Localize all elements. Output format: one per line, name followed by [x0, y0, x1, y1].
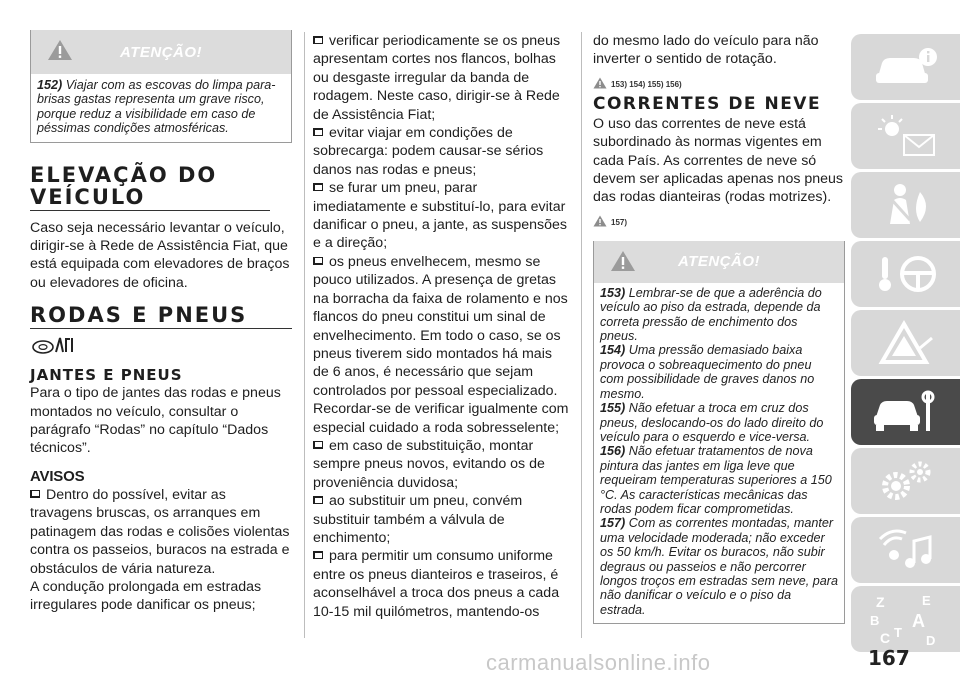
column-1	[30, 30, 292, 615]
watermark: carmanualsonline.info	[486, 650, 711, 675]
emergency-triangle-icon	[870, 318, 942, 368]
bullet-square-icon	[313, 551, 326, 560]
bullet-valvula	[313, 492, 571, 547]
chapter-sidebar	[851, 34, 960, 655]
bullet-square-icon	[313, 496, 326, 505]
warning-refs-1	[593, 69, 845, 89]
warning-title: ATENÇÃO!	[119, 43, 203, 61]
bullet-text: os pneus envelhecem, mesmo se pouco utilizados. A presença de gretas na borracha da faixa de rolamento e nos flancos do pneu constitui um sinal de envelhecimento. Em todo o caso, se os pneus tiverem sido montados há mais de 6 anos, é necessário que sejam controlados por pessoal especializado.	[313, 253, 568, 399]
page-number: 167	[868, 646, 910, 670]
item-number: 155)	[600, 401, 626, 416]
refs-text: 157)	[611, 217, 628, 227]
letter-c: C	[879, 630, 890, 646]
bullet-consumo	[313, 547, 571, 621]
item-number: 153)	[600, 285, 626, 300]
warning-number: 152)	[37, 78, 63, 92]
avisos-bullet-1	[30, 486, 292, 578]
heading-avisos: AVISOS	[30, 467, 85, 485]
warning-triangle-icon	[610, 249, 636, 273]
warning-box-152	[30, 30, 292, 143]
bullet-square-icon	[30, 490, 43, 499]
letter-z: Z	[875, 594, 885, 610]
warning-title: ATENÇÃO!	[677, 253, 761, 271]
tab-lights-messages[interactable]	[851, 103, 960, 169]
warning-box-153-157	[593, 241, 845, 624]
letter-d: D	[925, 633, 935, 647]
bullet-text: para permitir um consumo uniforme entre os pneus dianteiros e traseiros, é aconselhável a troca dos pneus a cada 10-15 mil quilómetros, mantendo-os	[313, 548, 560, 620]
warning-lights-icon	[870, 111, 942, 161]
column-3	[593, 32, 845, 624]
tab-technical-data[interactable]	[851, 448, 960, 514]
warning-refs-2	[593, 207, 845, 227]
letter-b: B	[869, 613, 879, 628]
bullet-text: Dentro do possível, evitar as travagens bruscas, os arranques em patinagem das rodas e colisões violentas contra os passeios, buracos na estrada e obstáculos de vária natureza.	[30, 486, 290, 577]
warning-list	[594, 283, 844, 623]
warning-item-157	[600, 516, 838, 617]
warning-body: Viajar com as escovas do limpa para-brisas gastas representa um grave risco, porque reduz a visibilidade em caso de péssimas condições atmosféricas.	[37, 78, 276, 136]
tire-icon	[30, 335, 78, 355]
item-number: 154)	[600, 343, 626, 358]
alphabet-index-icon	[866, 591, 946, 647]
letter-a: A	[911, 611, 925, 631]
bullet-square-icon	[313, 257, 326, 266]
small-warning-icon	[593, 77, 607, 89]
column-divider-1	[304, 32, 305, 638]
bullet-text: evitar viajar em condições de sobrecarga: podem causar-se sérios danos nas rodas e pneus;	[313, 125, 544, 178]
bullet-square-icon	[313, 183, 326, 192]
bullet-substituicao	[313, 437, 571, 492]
steering-wheel-icon	[870, 249, 942, 299]
car-maintenance-icon	[870, 387, 942, 437]
bullet-square-icon	[313, 36, 326, 45]
car-info-icon	[870, 43, 942, 91]
warning-header	[31, 30, 291, 74]
multimedia-icon	[870, 525, 942, 575]
bullet-text: verificar periodicamente se os pneus apresentam cortes nos flancos, bolhas ou desgaste irregular da banda de rodagem. Neste caso, dirigir-se à Rede de Assistência Fiat;	[313, 33, 561, 123]
bullet-square-icon	[313, 128, 326, 137]
letter-e: E	[921, 593, 931, 608]
warning-item-156	[600, 444, 838, 516]
item-number: 157)	[600, 516, 626, 531]
item-text: Não efetuar a troca em cruz dos pneus, deslocando-os do lado direito do veículo para o esquerdo e vice-versa.	[600, 401, 824, 444]
item-text: Lembrar-se de que a aderência do veículo ao piso da estrada, depende da correta pressão de enchimento dos pneus.	[600, 285, 822, 344]
heading-correntes: CORRENTES DE NEVE	[593, 93, 822, 114]
tab-index[interactable]	[851, 586, 960, 652]
heading-elevacao: ELEVAÇÃO DO VEÍCULO	[30, 164, 270, 211]
warning-item-154	[600, 343, 838, 401]
tab-safety[interactable]	[851, 172, 960, 238]
paragraph-jantes: Para o tipo de jantes das rodas e pneus montados no veículo, consultar o parágrafo “Rodas” no capítulo “Dados técnicos”.	[30, 385, 281, 457]
item-number: 156)	[600, 444, 626, 459]
tab-starting-driving[interactable]	[851, 241, 960, 307]
paragraph-recordar: Recordar-se de verificar igualmente com especial cuidado a roda sobresselente;	[313, 401, 569, 436]
bullet-text: ao substituir um pneu, convém substituir também a válvula de enchimento;	[313, 493, 523, 546]
bullet-text: se furar um pneu, parar imediatamente e substituí-lo, para evitar danificar o pneu, a jante, as suspensões e a direção;	[313, 180, 567, 252]
bullet-sobrecarga	[313, 124, 571, 179]
refs-text: 153) 154) 155) 156)	[611, 79, 682, 89]
gears-icon	[870, 456, 942, 506]
paragraph-correntes: O uso das correntes de neve está subordinado às normas vigentes em cada País. As correntes de neve só devem ser aplicadas apenas nos pneus das rodas dianteiras (rodas motrizes).	[593, 115, 844, 206]
column-divider-2	[581, 32, 582, 638]
warning-triangle-icon	[47, 38, 73, 62]
small-warning-icon	[593, 215, 607, 227]
bullet-furar	[313, 179, 571, 253]
warning-text	[31, 74, 291, 142]
subheading-jantes-pneus: JANTES E PNEUS	[30, 366, 183, 385]
warning-item-155	[600, 401, 838, 444]
paragraph-continuation: do mesmo lado do veículo para não inverter o sentido de rotação.	[593, 33, 819, 68]
warning-header	[594, 241, 844, 283]
column-2	[313, 32, 571, 621]
tab-emergency[interactable]	[851, 310, 960, 376]
bullet-square-icon	[313, 441, 326, 450]
tab-multimedia[interactable]	[851, 517, 960, 583]
seatbelt-icon	[870, 180, 942, 230]
item-text: Não efetuar tratamentos de nova pintura das jantes em liga leve que requeiram temperaturas superiores a 150 °C. As características mecânicas das rodas podem ficar comprometidas.	[600, 444, 832, 516]
bullet-text: em caso de substituição, montar sempre pneus novos, evitando os de proveniência duvidosa;	[313, 437, 545, 491]
item-text: Uma pressão demasiado baixa provoca o sobreaquecimento do pneu com possibilidade de graves danos no mesmo.	[600, 343, 815, 401]
tab-car-info[interactable]	[851, 34, 960, 100]
letter-t: T	[893, 625, 902, 640]
heading-rodas-pneus: RODAS E PNEUS	[30, 304, 292, 329]
paragraph-conducao: A condução prolongada em estradas irregulares pode danificar os pneus;	[30, 578, 262, 614]
bullet-verificar	[313, 32, 571, 124]
paragraph-elevacao: Caso seja necessário levantar o veículo, dirigir-se à Rede de Assistência Fiat, que está equipada com elevadores de braços ou elevadores de oficina.	[30, 219, 290, 291]
warning-item-153	[600, 286, 838, 344]
item-text: Com as correntes montadas, manter uma velocidade moderada; não exceder os 50 km/h. Evitar os buracos, não subir degraus ou passeios e não percorrer longos troços em estradas sem neve, para não danificar o veículo e o piso da estrada.	[600, 516, 839, 617]
tab-maintenance[interactable]	[851, 379, 960, 445]
bullet-envelhecem	[313, 253, 571, 400]
